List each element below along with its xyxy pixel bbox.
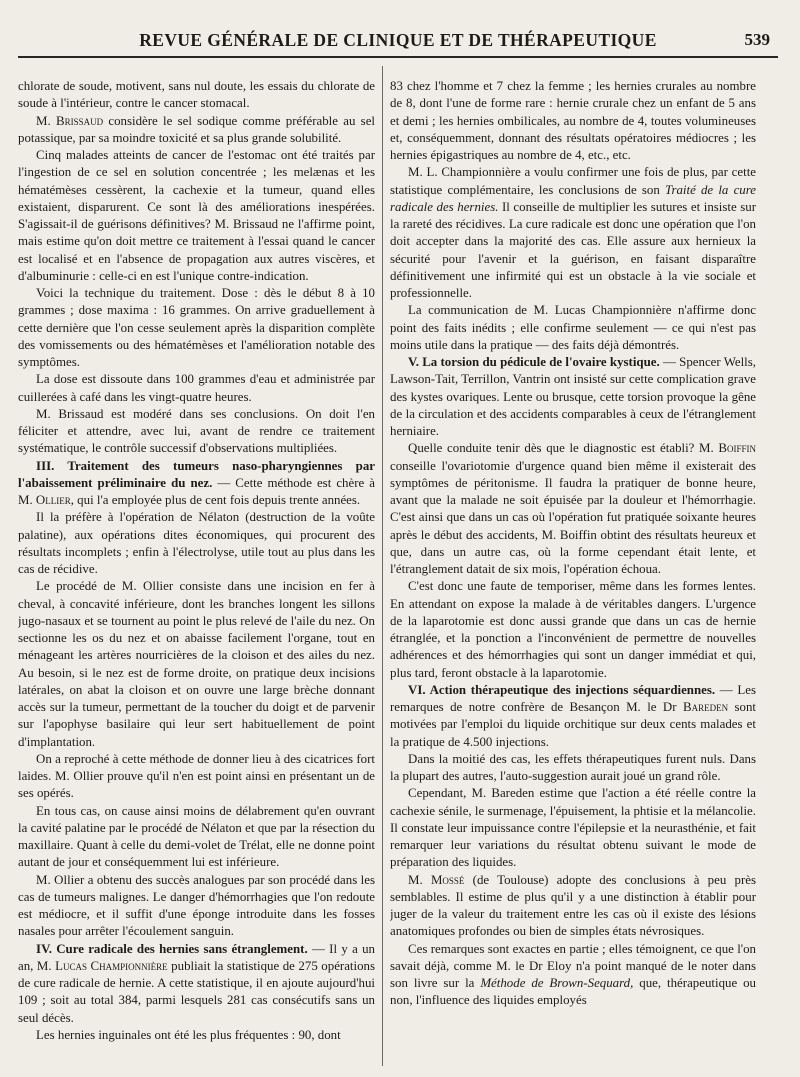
section-iii: III. Traitement des tumeurs naso-pharyngiennes par l'abaissement préliminaire du nez. — Cette méthode est chère à M. Ollier, qui l'a employée plus de cent fois depuis trente années. bbox=[18, 458, 375, 507]
column-divider bbox=[382, 66, 383, 1066]
section-vi: VI. Action thérapeutique des injections séquardiennes. — Les remarques de notre confrère de Besançon M. le Dr Bareden sont motivées par l'emploi du liquide orchitique sur deux cents malades et la pratique de 4.500 injections. bbox=[390, 682, 756, 749]
paragraph: La dose est dissoute dans 100 grammes d'eau et administrée par cuillerées à café dans les vingt-quatre heures. bbox=[18, 372, 375, 404]
paragraph: Les hernies inguinales ont été les plus fréquentes : 90, dont bbox=[36, 1027, 341, 1042]
paragraph: Ces remarques sont exactes en partie ; elles témoignent, ce que l'on savait déjà, comme M. le Dr Eloy n'a point manqué de le noter dans son livre sur la Méthode de Brown-Sequard, que, thérapeutique ou non, l'influence des liquides employés bbox=[390, 941, 756, 1008]
paragraph: M. Mossé (de Toulouse) adopte des conclusions à peu près semblables. Il estime de plus qu'il y a une distinction à établir pour juger de la valeur du traitement entre les cas où il existe des lésions anatomiques profondes ou bien de simples états névrosiques. bbox=[390, 872, 756, 939]
book-title: Méthode de Brown-Sequard, bbox=[480, 976, 634, 990]
paragraph: Dans la moitié des cas, les effets thérapeutiques furent nuls. Dans la plupart des autres, l'auto-suggestion aurait joué un grand rôle. bbox=[390, 751, 756, 783]
book-title: Traité de la cure radicale des hernies. bbox=[390, 182, 756, 214]
journal-title: REVUE GÉNÉRALE DE CLINIQUE ET DE THÉRAPEUTIQUE bbox=[139, 30, 657, 50]
paragraph: 83 chez l'homme et 7 chez la femme ; les hernies crurales au nombre de 8, dont l'une de forme rare : hernie crurale chez un enfant de 5 ans et demi ; les hernies ombilicales, au nombre de 4, toutes volumineuses et, conséquemment, donnant des résultats opératoires médiocres ; les hernies épigastriques au nombre de 4, etc., etc. bbox=[390, 79, 756, 162]
paragraph: M. Ollier a obtenu des succès analogues par son procédé dans les cas de tumeurs malignes. Le danger d'hémorrhagies que l'on redoute est médiocre, et il suffit d'une éponge introduite dans les fosses nasales pour arrêter l'écoulement sanguin. bbox=[18, 872, 375, 939]
author-name: Mossé bbox=[430, 872, 465, 887]
paragraph: Cinq malades atteints de cancer de l'estomac ont été traités par l'ingestion de ce sel en solution concentrée ; les melænas et les hématémèses cessèrent, la cachexie et la tumeur, quand elles existaient, disparurent. Ce sont là des améliorations inespérées. S'agissait-il de guérisons définitives? M. Brissaud ne l'affirme point, mais estime qu'on doit mettre ce traitement à l'essai quand le cancer est localisé et en l'absence de propagation aux autres viscères, et d'albuminurie : celle-ci en est l'unique contre-indication. bbox=[18, 148, 375, 283]
section-v: V. La torsion du pédicule de l'ovaire kystique. — Spencer Wells, Lawson-Tait, Terrillon, Vantrin ont insisté sur cette complication grave des kystes ovariques. Lente ou brusque, cette torsion provoque la gêne de la circulation et des accidents comparables à ceux de l'étranglement herniaire. bbox=[390, 355, 756, 438]
paragraph: Voici la technique du traitement. Dose : dès le début 8 à 10 grammes ; dose maxima : 16 grammes. On arrive graduellement à cette dernière que l'on cesse seulement après la disparition complète des vomissements ou des hématémèses et l'amélioration notable des symptômes. bbox=[18, 286, 375, 369]
right-column bbox=[390, 78, 756, 1068]
section-heading: VI. Action thérapeutique des injections séquardiennes. bbox=[408, 682, 716, 697]
left-column bbox=[18, 78, 375, 1068]
paragraph: En tous cas, on cause ainsi moins de délabrement qu'en ouvrant la cavité palatine par le procédé de Nélaton et que par la résection du maxillaire. Quant à celle du demi-volet de Trélat, elle ne donne point autant de jour et conséquemment lui est inférieure. bbox=[18, 803, 375, 870]
paragraph: M. Brissaud considère le sel sodique comme préférable au sel potassique, par sa moindre toxicité et sa plus grande solubilité. bbox=[18, 113, 375, 145]
paragraph: La communication de M. Lucas Championnière n'affirme donc point des faits inédits ; elle confirme seulement — ce qui n'est pas moins utile dans la pratique — des faits déjà démontrés. bbox=[390, 303, 756, 352]
section-heading: III. Traitement des tumeurs naso-pharyngiennes par l'abaissement préliminaire du nez. bbox=[18, 458, 375, 490]
author-name: Bareden bbox=[682, 700, 729, 714]
author-name: M. Brissaud bbox=[36, 113, 104, 128]
paragraph: C'est donc une faute de temporiser, même dans les formes lentes. En attendant on expose la malade à de véritables dangers. L'urgence de la laparotomie est donc aussi grande que dans un cas de hernie étranglée, et la ponction a l'inconvénient de permettre de nouvelles adhérences et des hémorrhagies qui sont un danger immédiat et qui, plus tard, feront obstacle à la laparotomie. bbox=[390, 579, 756, 680]
paragraph: Quelle conduite tenir dès que le diagnostic est établi? M. Boiffin conseille l'ovariotomie d'urgence quand bien même il existerait des symptômes de péritonisme. Il faudra la pratiquer de bonne heure, avant que la malade ne soit épuisée par la douleur et l'hémorrhagie. C'est ainsi que dans un cas où l'opération fut pratiquée soixante heures après le début des accidents, M. Boiffin obtint des résultats heureux et que, dans un autre cas, où la forme cependant était lente, et l'étranglement datait de six mois, l'opération échoua. bbox=[390, 441, 756, 576]
section-heading: IV. Cure radicale des hernies sans étranglement. bbox=[36, 941, 308, 956]
author-name: Boiffin bbox=[718, 441, 756, 456]
page-number: 539 bbox=[744, 30, 770, 49]
paragraph: M. Brissaud est modéré dans ses conclusions. On doit l'en féliciter et attendre, avec lui, avant de rendre ce traitement systématique, le contrôle successif d'observations multipliées. bbox=[18, 406, 375, 456]
author-name: Ollier bbox=[35, 493, 71, 507]
paragraph: Il la préfère à l'opération de Nélaton (destruction de la voûte palatine), aux opérations dites économiques, qui procurent des résultats incomplets ; enfin à l'électrolyse, utile tout au plus dans les cas de récidive. bbox=[18, 510, 375, 576]
paragraph: M. L. Championnière a voulu confirmer une fois de plus, par cette statistique complémentaire, les conclusions de son Traité de la cure radicale des hernies. Il conseille de multiplier les sutures et insiste sur la rareté des récidives. La cure radicale est donc une opération que l'on doit accepter dans la majorité des cas. Elle assure aux hernieux la sécurité pour l'avenir et la guérison, en faisant disparaître définitivement une infirmité qui est un obstacle à la vie sociale et professionnelle. bbox=[390, 165, 756, 300]
paragraph: chlorate de soude, motivent, sans nul doute, les essais du chlorate de soude à l'intérieur, contre le cancer stomacal. bbox=[18, 79, 375, 111]
paragraph: Le procédé de M. Ollier consiste dans une incision en fer à cheval, à concavité inférieure, dont les branches longent les sillons jugo-nasaux et se tournent au point le plus relevé de l'aile du nez. On sectionne les os du nez et on abaisse facilement l'organe, tout en ménageant les artères nourricières de la cloison et des ailes du nez. Au besoin, si le nez est de forme droite, on pratique deux incisions latérales, on abat la cloison et on ouvre une large brèche donnant accès sur la tumeur, permettant de la toucher du doigt et de parvenir sur l'apophyse basilaire qui leur sert habituellement de point d'implantation. bbox=[18, 579, 375, 749]
section-heading: V. La torsion du pédicule de l'ovaire kystique. bbox=[408, 355, 660, 369]
paragraph: On a reproché à cette méthode de donner lieu à des cicatrices fort laides. M. Ollier prouve qu'il n'en est point ainsi en présentant un de ses opérés. bbox=[18, 751, 375, 801]
author-name: Lucas Championnière bbox=[55, 958, 168, 973]
paragraph: Cependant, M. Bareden estime que l'action a été réelle contre la cachexie sénile, le surmenage, l'épuisement, la phtisie et la mélancolie. Il constate leur impuissance contre l'épilepsie et la neurasthénie, et fait remarquer leur variations du résultat obtenu suivant le mode de préparation des liquides. bbox=[390, 786, 756, 870]
running-header bbox=[18, 26, 778, 58]
section-iv: IV. Cure radicale des hernies sans étranglement. — Il y a un an, M. Lucas Championnière publiait la statistique de 275 opérations de cure radicale de hernie. A cette statistique, il en ajoute aujourd'hui 109 ; soit au total 384, parmi lesquels 281 cas consécutifs sans un seul décès. bbox=[18, 941, 375, 1025]
